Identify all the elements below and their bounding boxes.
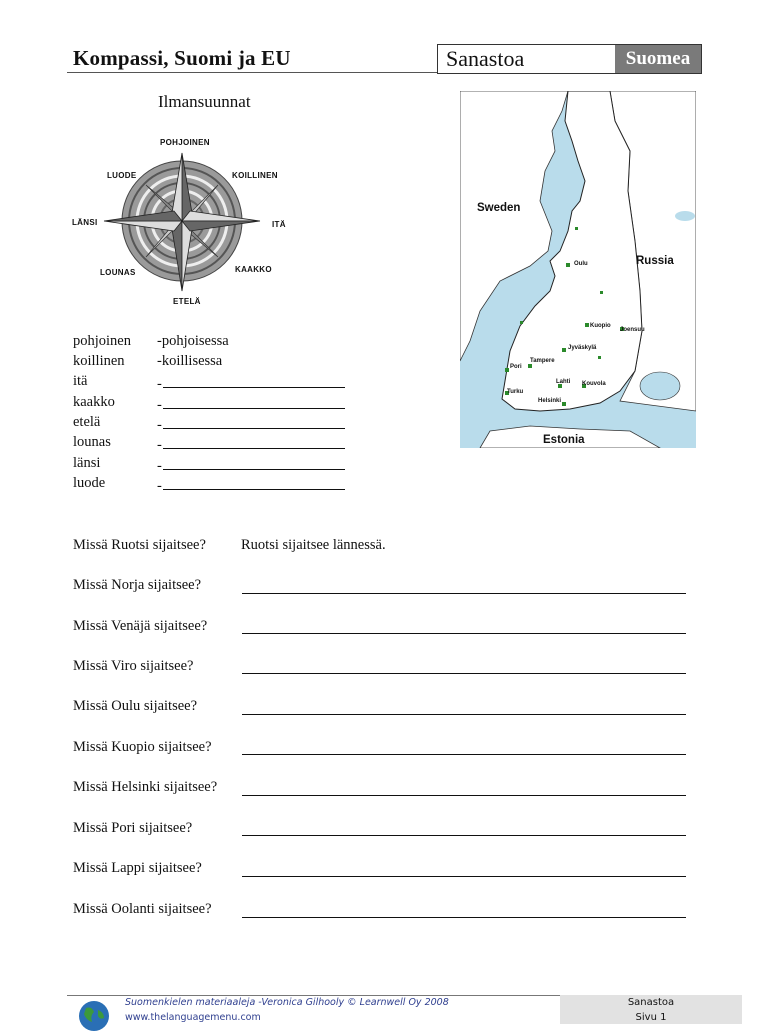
vocab-form: - — [157, 437, 162, 453]
compass-graphic — [70, 133, 295, 313]
header-box — [437, 44, 702, 74]
answer-line[interactable] — [242, 673, 686, 674]
map-label-pori: Pori — [510, 364, 522, 370]
vocab-word: itä — [73, 373, 88, 389]
compass-label-northeast: KOILLINEN — [232, 171, 278, 180]
answer-line[interactable] — [242, 754, 686, 755]
vocab-form: -pohjoisessa — [157, 333, 229, 349]
compass-label-north: POHJOINEN — [160, 138, 210, 147]
vocab-word: luode — [73, 475, 106, 491]
map-label-russia: Russia — [636, 255, 674, 267]
vocab-word: koillinen — [73, 353, 125, 369]
vocab-blank-field[interactable] — [157, 475, 345, 495]
map-label-sweden: Sweden — [477, 202, 521, 214]
compass-label-southeast: KAAKKO — [235, 265, 272, 274]
vocab-blank-field[interactable] — [157, 414, 345, 434]
answer-line[interactable] — [242, 593, 686, 594]
question-text: Missä Pori sijaitsee? — [73, 820, 193, 836]
answer-line[interactable] — [242, 795, 686, 796]
compass-label-south: ETELÄ — [173, 297, 201, 306]
vocab-word: kaakko — [73, 394, 115, 410]
header-language-badge: Suomea — [615, 45, 701, 73]
header-section: Sanastoa — [446, 46, 525, 71]
vocab-form: -koillisessa — [157, 353, 223, 369]
footer-page-number: Sivu 1 — [635, 1012, 667, 1023]
map-label-estonia: Estonia — [543, 434, 585, 446]
answer-line[interactable] — [242, 876, 686, 877]
example-question: Missä Ruotsi sijaitsee? — [73, 537, 206, 553]
compass-heading: Ilmansuunnat — [158, 92, 251, 111]
map-label-tampere: Tampere — [530, 358, 555, 364]
answer-line[interactable] — [242, 633, 686, 634]
answer-line[interactable] — [242, 835, 686, 836]
vocab-word: etelä — [73, 414, 101, 430]
page-title: Kompassi, Suomi ja EU — [73, 46, 291, 70]
footer-section: Sanastoa — [627, 997, 675, 1008]
footer-copyright: Suomenkielen materiaaleja -Veronica Gilhooly © Learnwell Oy 2008 — [125, 997, 449, 1008]
finland-map-graphic — [460, 91, 696, 448]
answer-line[interactable] — [242, 917, 686, 918]
map-label-jyvaskyla: Jyväskylä — [568, 345, 597, 351]
vocab-form: - — [157, 376, 162, 392]
vocab-word: lounas — [73, 434, 111, 450]
vocab-form: - — [157, 478, 162, 494]
question-text: Missä Kuopio sijaitsee? — [73, 739, 212, 755]
map-label-kuopio: Kuopio — [590, 323, 611, 329]
vocab-form: - — [157, 458, 162, 474]
question-text: Missä Oulu sijaitsee? — [73, 698, 198, 714]
question-text: Missä Oolanti sijaitsee? — [73, 901, 212, 917]
compass-label-southwest: LOUNAS — [100, 268, 136, 277]
compass-label-west: LÄNSI — [72, 218, 98, 227]
answer-line[interactable] — [242, 714, 686, 715]
map-label-turku: Turku — [507, 389, 524, 395]
map-label-helsinki: Helsinki — [538, 398, 562, 404]
globe-icon — [78, 1000, 110, 1032]
example-answer: Ruotsi sijaitsee lännessä. — [241, 537, 386, 553]
map-label-joensuu: Joensuu — [620, 327, 645, 333]
map-label-oulu: Oulu — [574, 261, 588, 267]
map-label-kouvola: Kouvola — [582, 381, 606, 387]
question-text: Missä Helsinki sijaitsee? — [73, 779, 218, 795]
vocab-form: - — [157, 397, 162, 413]
compass-label-northwest: LUODE — [107, 171, 137, 180]
header-divider — [67, 72, 437, 73]
vocab-form: - — [157, 417, 162, 433]
map-label-lahti: Lahti — [556, 379, 571, 385]
vocab-blank-field[interactable] — [157, 373, 345, 393]
finland-map — [460, 91, 696, 448]
vocab-blank-field[interactable] — [157, 434, 345, 454]
question-text: Missä Viro sijaitsee? — [73, 658, 194, 674]
compass-rose — [70, 133, 295, 313]
question-text: Missä Norja sijaitsee? — [73, 577, 202, 593]
vocab-blank-field[interactable] — [157, 394, 345, 414]
vocab-blank-field[interactable] — [157, 455, 345, 475]
footer-url-link[interactable]: www.thelanguagemenu.com — [125, 1012, 261, 1023]
compass-label-east: ITÄ — [272, 220, 286, 229]
vocab-word: pohjoinen — [73, 333, 131, 349]
vocab-word: länsi — [73, 455, 101, 471]
question-text: Missä Lappi sijaitsee? — [73, 860, 202, 876]
question-text: Missä Venäjä sijaitsee? — [73, 618, 208, 634]
